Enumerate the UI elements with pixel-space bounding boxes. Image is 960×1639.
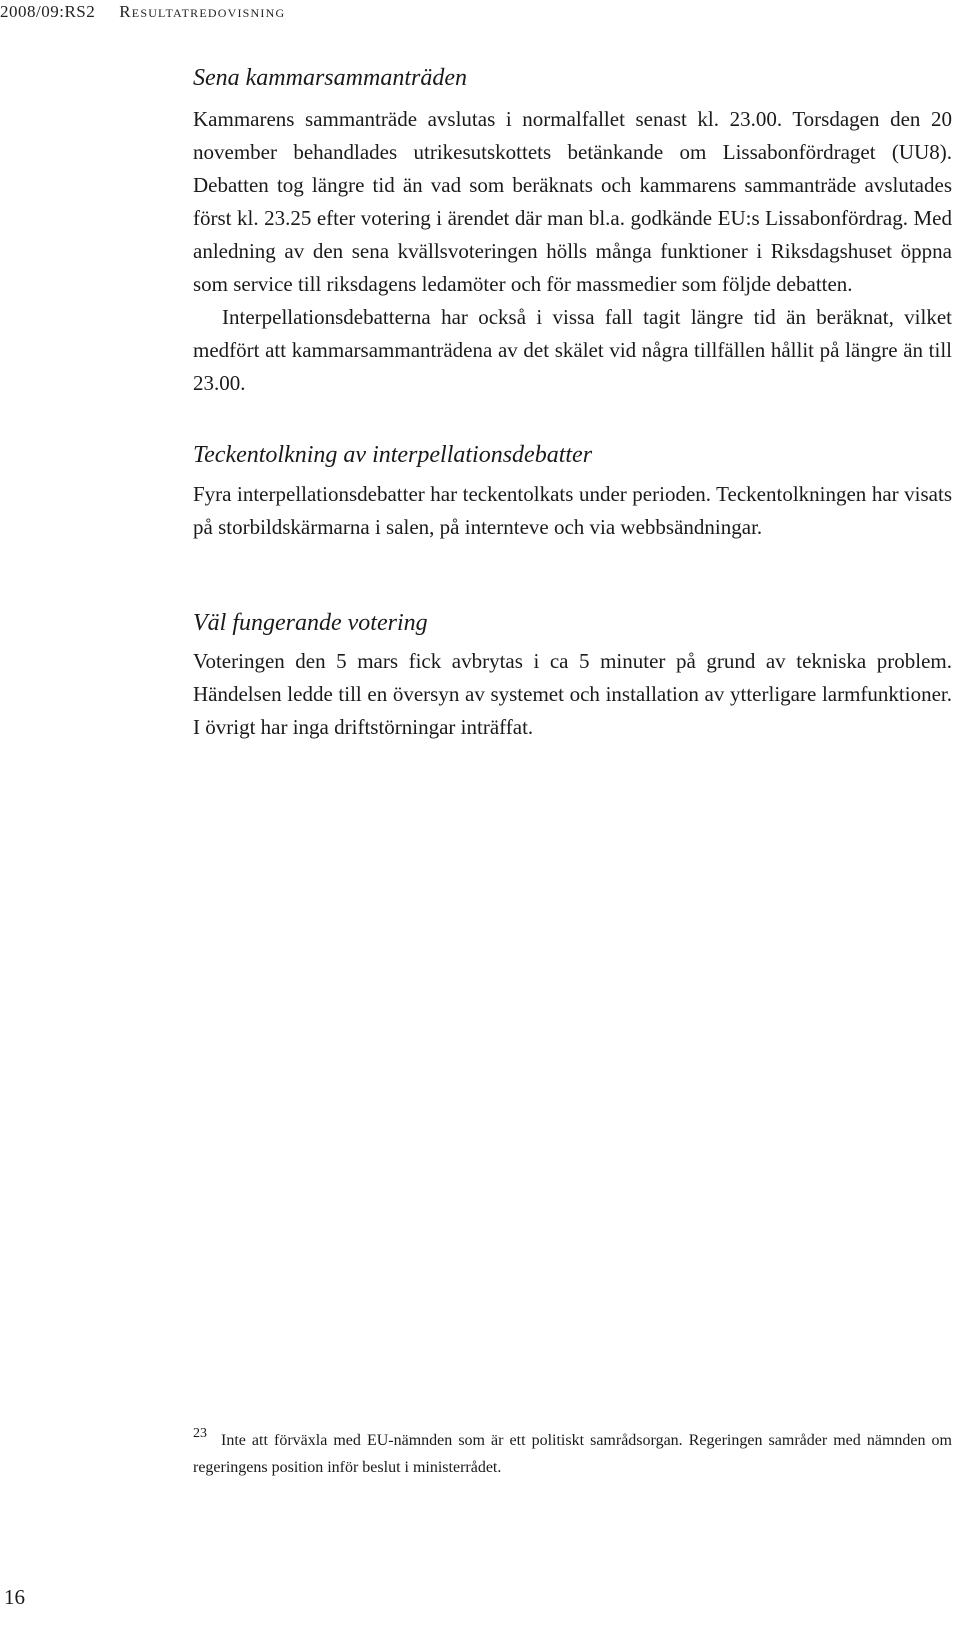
section-late-sessions bbox=[193, 63, 952, 93]
section-heading: Väl fungerande votering bbox=[193, 610, 428, 636]
footnote bbox=[193, 1428, 952, 1481]
section-eu-coordination bbox=[193, 774, 952, 816]
section-voting-body bbox=[193, 645, 952, 744]
report-id: 2008/09:RS2 bbox=[0, 2, 96, 21]
paragraph: Voteringen den 5 mars fick avbrytas i ca 5 minuter på grund av tekniska problem. Händelsen ledde till en översyn av systemet och installation av ytterligare larmfunktioner. I övrigt har inga driftstörningar inträffat. bbox=[193, 649, 952, 739]
section-late-sessions-body bbox=[193, 103, 952, 400]
section-heading: Teckentolkning av interpellationsdebatter bbox=[193, 442, 593, 468]
running-header bbox=[0, 2, 285, 22]
paragraph: Interpellationsdebatterna har också i vissa fall tagit längre tid än beräknat, vilket medfört att kammarsammanträdena av det skälet vid några tillfällen hållit på längre än till 23.00. bbox=[193, 305, 952, 395]
footnote-number: 23 bbox=[193, 1426, 207, 1441]
section-sign-language bbox=[193, 440, 952, 470]
section-title: Resultatredovisning bbox=[119, 2, 286, 21]
paragraph: Kammarens sammanträde avslutas i normalfallet senast kl. 23.00. Torsdagen den 20 november behandlades utrikesutskottets betänkande om Lissabonfördraget (UU8). Debatten tog längre tid än vad som beräknats och kammarens sammanträde avslutades först kl. 23.25 efter votering i ärendet där man bl.a. godkände EU:s Lissabonfördrag. Med anledning av den sena kvällsvoteringen hölls många funktioner i Riksdagshuset öppna som service till riksdagens ledamöter och för massmedier som följde debatten. bbox=[193, 107, 952, 296]
page-number: 16 bbox=[4, 1585, 25, 1609]
footnote-text: Inte att förväxla med EU-nämnden som är ett politiskt samrådsorgan. Regeringen samråder med nämnden om regeringens position inför beslut i ministerrådet. bbox=[193, 1432, 952, 1476]
section-sign-language-body bbox=[193, 478, 952, 544]
section-voting bbox=[193, 608, 952, 638]
section-heading: Sena kammarsammanträden bbox=[193, 65, 467, 91]
main-heading bbox=[193, 774, 952, 816]
paragraph: Fyra interpellationsdebatter har teckentolkats under perioden. Teckentolkningen har visats på storbildskärmarna i salen, på internteve och via webbsändningar. bbox=[193, 482, 952, 539]
